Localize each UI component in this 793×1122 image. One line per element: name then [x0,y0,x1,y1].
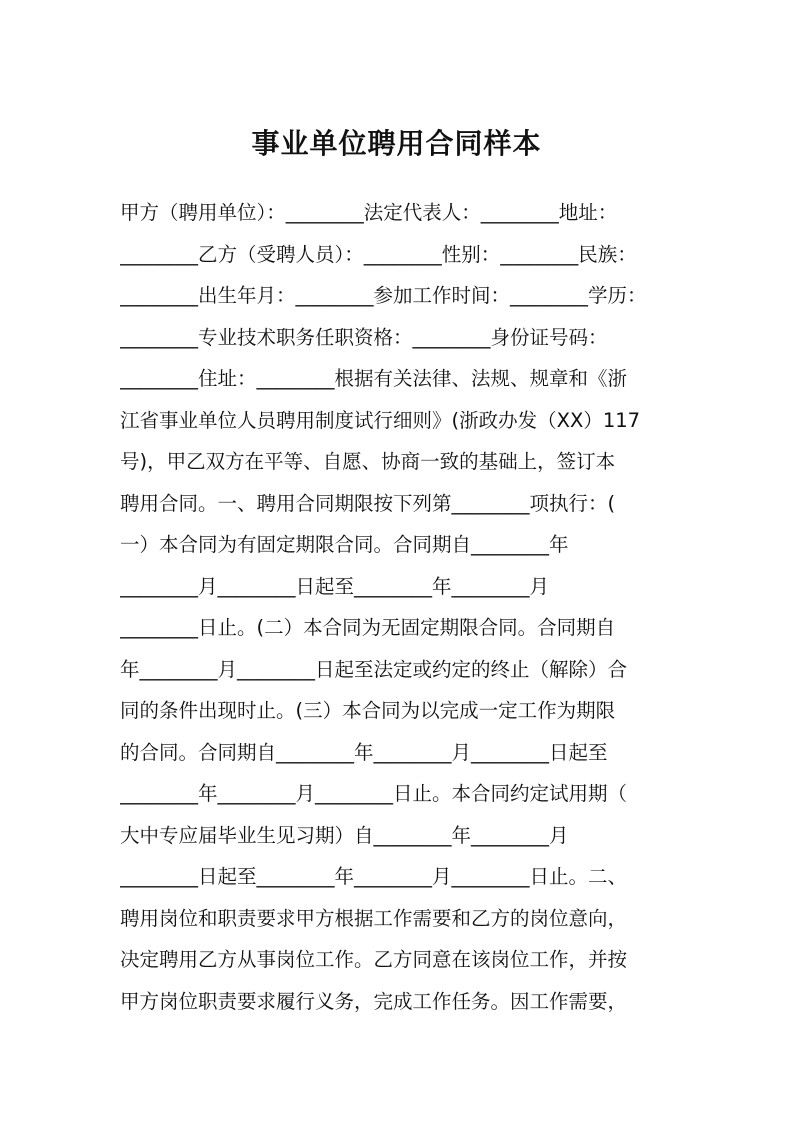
body-line: 决定聘用乙方从事岗位工作。乙方同意在该岗位工作，并按 [120,948,628,971]
body-line: 的合同。合同期自________年________月________日起至 [120,740,608,764]
body-line: ________年________月________日止。本合同约定试用期（ [120,782,628,805]
body-line: 江省事业单位人员聘用制度试行细则》(浙政办发（XX）117 [120,408,641,432]
body-line: 聘用岗位和职责要求甲方根据工作需要和乙方的岗位意向， [120,906,628,930]
body-line: 甲方（聘用单位）：________法定代表人：________地址： [120,201,618,224]
body-line: 大中专应届毕业生见习期）自________年________月 [120,823,569,847]
body-line: 号)，甲乙双方在平等、自愿、协商一致的基础上，签订本 [120,450,616,473]
body-line: 同的条件出现时止。(三）本合同为以完成一定工作为期限 [120,699,616,722]
body-line: ________月________日起至________年________月 [120,574,550,598]
body-line: ________专业技术职务任职资格：________身份证号码： [120,325,608,349]
body-line: ________日止。(二）本合同为无固定期限合同。合同期自 [120,616,616,639]
body-line: ________乙方（受聘人员）：________性别：________民族： [120,242,637,266]
body-line: 一）本合同为有固定期限合同。合同期自________年 [120,533,569,556]
body-line: 年________月________日起至法定或约定的终止（解除）合 [120,657,628,681]
body-line: 聘用合同。一、聘用合同期限按下列第________项执行：( [120,491,616,515]
body-line: ________日起至________年________月________日止。二、 [120,865,628,888]
body-line: ________住址：________根据有关法律、法规、规章和《浙 [120,367,628,390]
body-line: ________出生年月：________参加工作时间：________学历： [120,284,647,307]
body-line: 甲方岗位职责要求履行义务，完成工作任务。因工作需要， [120,989,628,1013]
document-body [120,192,680,1022]
document-title: 事业单位聘用合同样本 [251,127,542,160]
